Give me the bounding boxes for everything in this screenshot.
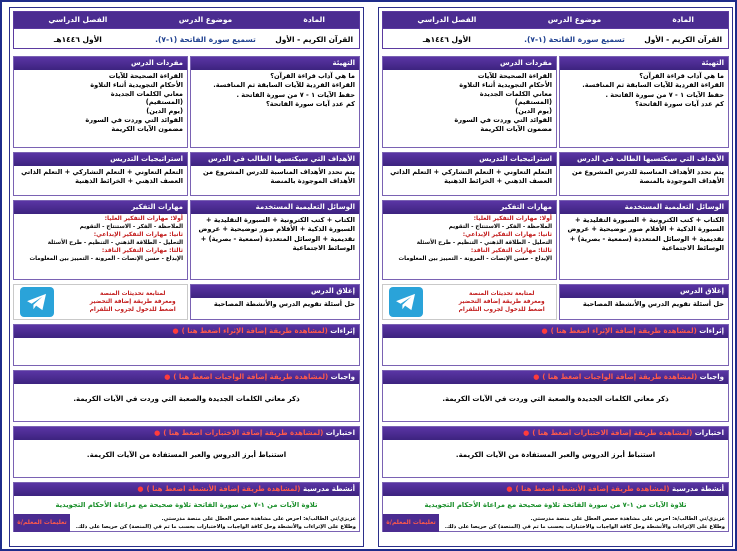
dot-icon: ●	[164, 373, 171, 381]
closing-text: حل أسئلة تقويم الدرس والأنشطة المصاحبة	[213, 300, 355, 308]
homework-link[interactable]: (لمشاهدة طريقة إضافة الواجبات اضغط هنا )	[542, 373, 698, 381]
enrich-link[interactable]: (لمشاهدة طريقة إضافة الإثراء اضغط هنا )	[550, 327, 697, 335]
enrich-title: إثراءات	[330, 327, 355, 335]
tests-box	[13, 426, 360, 478]
homework-text: ذكر معاني الكلمات الجديدة والصعبة التي وردت في الآيات الكريمة.	[442, 395, 669, 403]
enrich-link[interactable]: (لمشاهدة طريقة إضافة الإثراء اضغط هنا )	[181, 327, 328, 335]
header-topic-label: موضوع الدرس	[142, 12, 270, 28]
promo-line: ومعرفة طريقة إضافة التحضير	[458, 299, 545, 305]
closing-box	[190, 284, 360, 320]
tests-link[interactable]: (لمشاهدة طريقة إضافة الاختبارات اضغط هنا )	[163, 429, 324, 437]
telegram-icon[interactable]	[20, 287, 54, 317]
thinking-heading: ثانيا: مهارات التفكير الإبداعي:	[462, 231, 552, 238]
promo-line: ومعرفة طريقة إضافة التحضير	[89, 299, 176, 305]
thinking-title: مهارات التفكير	[383, 201, 556, 214]
intro-line: كم عدد آيات سورة الفاتحة؟	[265, 100, 355, 109]
activity-note: عزيزي/تي الطالب/ة: احرص على مشاهدة حصص العطل على منصة مدرستي.	[161, 516, 356, 522]
tools-box	[559, 200, 729, 280]
intro-line: كم عدد آيات سورة الفاتحة؟	[634, 100, 724, 109]
activity-link[interactable]: (لمشاهدة طريقة إضافة الأنشطة اضغط هنا )	[146, 485, 301, 493]
homework-title: واجبات	[330, 373, 355, 381]
enrich-box	[382, 324, 729, 366]
thinking-skills: التحليل - الطلاقة الذهني - التنظيم - طرح الأسئلة	[47, 240, 183, 246]
header-subject-value: القرآن الكريم - الأول	[638, 28, 728, 73]
goals-text: يتم تحدد الأهداف المناسبة للدرس المشروع من الأهداف الموجودة بالمنصة	[572, 168, 724, 186]
header-table	[13, 11, 360, 49]
closing-title: إغلاق الدرس	[191, 285, 359, 298]
tools-title: الوسائل التعليمية المستخدمة	[560, 201, 728, 214]
activity-link[interactable]: (لمشاهدة طريقة إضافة الأنشطة اضغط هنا )	[515, 485, 670, 493]
activity-title: أنشطة مدرسية	[671, 485, 724, 493]
strategies-title: استراتيجيات التدريس	[14, 153, 187, 166]
enrich-box	[13, 324, 360, 366]
thinking-heading: ثانيا: مهارات التفكير الإبداعي:	[93, 231, 183, 238]
lesson-plan-page-left	[9, 7, 364, 547]
intro-box	[559, 56, 729, 148]
vocab-line: الفوائد التي وردت في السورة	[85, 115, 183, 124]
header-term-label: الفصل الدراسي	[383, 12, 511, 28]
activity-text: تلاوة الآيات من ١-٧ من سورة الفاتحة تلاوة صحيحة مع مراعاة الأحكام التجويدية	[424, 501, 687, 509]
vocab-line: (المستقيم)	[145, 98, 183, 107]
lesson-plan-page-right	[378, 7, 733, 547]
dot-icon: ●	[541, 327, 548, 335]
dot-icon: ●	[172, 327, 179, 335]
goals-title: الأهداف التي سيكتسبها الطالب في الدرس	[560, 153, 728, 166]
intro-box	[190, 56, 360, 148]
promo-line: اضغط للدخول لجروب التلقرام	[458, 307, 545, 313]
telegram-promo[interactable]	[13, 284, 188, 320]
promo-line: اضغط للدخول لجروب التلقرام	[89, 307, 176, 313]
vocab-box	[13, 56, 188, 148]
header-term-value: الأول ١٤٤٦هـ	[383, 28, 511, 73]
dot-icon: ●	[137, 485, 144, 493]
vocab-line: القراءة الصحيحة للآيات	[108, 72, 183, 80]
thinking-box	[13, 200, 188, 280]
activity-note: وطلاع على الإثراءات والأنشطة وحل كافة الواجبات والاختبارات بحسب ما تم في (المنصة) كن حريصا على ذلك.	[75, 524, 356, 530]
header-table	[382, 11, 729, 49]
vocab-line: معاني الكلمات الجديدة	[110, 89, 183, 98]
vocab-line: مضمون الآيات الكريمة	[111, 124, 183, 133]
strategies-box	[382, 152, 557, 196]
activity-note: عزيزي/تي الطالب/ة: احرص على مشاهدة حصص العطل على منصة مدرستي.	[530, 516, 725, 522]
dot-icon: ●	[523, 429, 530, 437]
closing-title: إغلاق الدرس	[560, 285, 728, 298]
intro-line: حفظ الآيات ١ - ٧ من سورة الفاتحة .	[605, 90, 724, 99]
strategies-line: العصف الذهني + الخرائط الذهنية	[75, 177, 183, 186]
enrich-title: إثراءات	[699, 327, 724, 335]
strategies-line: التعلم التعاوني + التعلم التشاركي + التعلم الذاتي	[21, 168, 183, 176]
header-topic-value: تسميع سورة الفاتحة (١-٧).	[511, 28, 639, 73]
tools-text: الكتاب + كتب الكترونية + السبورة التقليدية + السبورة الذكية + الأقلام صور توضيحية + عروض تقديمية + الوسائل المتعددة (سمعية - بصرية) + الوسائط الاجتماعية	[198, 216, 355, 253]
dot-icon: ●	[506, 485, 513, 493]
header-topic-value: تسميع سورة الفاتحة (١-٧).	[142, 28, 270, 73]
header-term-label: الفصل الدراسي	[14, 12, 142, 28]
intro-line: ما هي آداب قراءة القرآن؟	[639, 72, 724, 80]
activity-box	[13, 482, 360, 532]
closing-box	[559, 284, 729, 320]
goals-box	[190, 152, 360, 196]
strategies-line: التعلم التعاوني + التعلم التشاركي + التعلم الذاتي	[390, 168, 552, 176]
intro-title: التهيئة	[191, 57, 359, 70]
thinking-skills: الملاحظة - الفكر - الاستنتاج - التقويم	[448, 224, 552, 230]
vocab-line: (المستقيم)	[514, 98, 552, 107]
closing-text: حل أسئلة تقويم الدرس والأنشطة المصاحبة	[582, 300, 724, 308]
homework-text: ذكر معاني الكلمات الجديدة والصعبة التي وردت في الآيات الكريمة.	[73, 395, 300, 403]
telegram-icon[interactable]	[389, 287, 423, 317]
teacher-instructions-label: تعليمات المعلم/ة	[383, 514, 439, 532]
vocab-line: الأحكام التجويدية أثناء التلاوة	[90, 80, 183, 89]
thinking-skills: الملاحظة - الفكر - الاستنتاج - التقويم	[79, 224, 183, 230]
homework-box	[13, 370, 360, 422]
thinking-heading: أولا: مهارات التفكير العليا:	[104, 215, 183, 222]
vocab-line: معاني الكلمات الجديدة	[479, 89, 552, 98]
thinking-heading: أولا: مهارات التفكير العليا:	[473, 215, 552, 222]
strategies-title: استراتيجيات التدريس	[383, 153, 556, 166]
vocab-line: القراءة الصحيحة للآيات	[477, 72, 552, 80]
goals-box	[559, 152, 729, 196]
vocab-box	[382, 56, 557, 148]
intro-line: القراءة الفردية للآيات السابقة ثم المنافسة.	[582, 81, 724, 90]
dot-icon: ●	[533, 373, 540, 381]
tools-box	[190, 200, 360, 280]
strategies-box	[13, 152, 188, 196]
tests-link[interactable]: (لمشاهدة طريقة إضافة الاختبارات اضغط هنا )	[532, 429, 693, 437]
promo-line: لمتابعة تحديثات المنصة	[468, 291, 535, 297]
activity-box	[382, 482, 729, 532]
vocab-line: (يوم الدين)	[146, 107, 183, 116]
vocab-line: (يوم الدين)	[515, 107, 552, 116]
strategies-line: العصف الذهني + الخرائط الذهنية	[444, 177, 552, 186]
homework-title: واجبات	[699, 373, 724, 381]
tests-box	[382, 426, 729, 478]
activity-text: تلاوة الآيات من ١-٧ من سورة الفاتحة تلاوة صحيحة مع مراعاة الأحكام التجويدية	[55, 501, 318, 509]
tests-title: اختبارات	[325, 429, 355, 437]
thinking-skills: الإبداع - حسن الإنصات - المرونة - التمييز بين المعلومات	[29, 256, 183, 262]
vocab-line: الفوائد التي وردت في السورة	[454, 115, 552, 124]
tools-text: الكتاب + كتب الكترونية + السبورة التقليدية + السبورة الذكية + الأقلام صور توضيحية + عروض تقديمية + الوسائل المتعددة (سمعية - بصرية) + الوسائط الاجتماعية	[567, 216, 724, 253]
header-subject-label: المادة	[638, 12, 728, 28]
tools-title: الوسائل التعليمية المستخدمة	[191, 201, 359, 214]
thinking-skills: الإبداع - حسن الإنصات - المرونة - التمييز بين المعلومات	[398, 256, 552, 262]
activity-title: أنشطة مدرسية	[302, 485, 355, 493]
intro-line: ما هي آداب قراءة القرآن؟	[270, 72, 355, 80]
header-term-value: الأول ١٤٤٦هـ	[14, 28, 142, 73]
goals-text: يتم تحدد الأهداف المناسبة للدرس المشروع من الأهداف الموجودة بالمنصة	[203, 168, 355, 186]
thinking-title: مهارات التفكير	[14, 201, 187, 214]
header-topic-label: موضوع الدرس	[511, 12, 639, 28]
telegram-promo[interactable]	[382, 284, 557, 320]
intro-line: حفظ الآيات ١ - ٧ من سورة الفاتحة .	[236, 90, 355, 99]
thinking-box	[382, 200, 557, 280]
vocab-line: الأحكام التجويدية أثناء التلاوة	[459, 80, 552, 89]
thinking-heading: ثالثا: مهارات التفكير الناقد:	[470, 247, 552, 254]
tests-text: استنباط أبرز الدروس والعبر المستفادة من الآيات الكريمة.	[86, 451, 287, 459]
thinking-skills: التحليل - الطلاقة الذهني - التنظيم - طرح الأسئلة	[416, 240, 552, 246]
dot-icon: ●	[154, 429, 161, 437]
goals-title: الأهداف التي سيكتسبها الطالب في الدرس	[191, 153, 359, 166]
teacher-instructions-label: تعليمات المعلم/ة	[14, 514, 70, 532]
tests-text: استنباط أبرز الدروس والعبر المستفادة من الآيات الكريمة.	[455, 451, 656, 459]
vocab-title: مفردات الدرس	[383, 57, 556, 70]
activity-note: وطلاع على الإثراءات والأنشطة وحل كافة الواجبات والاختبارات بحسب ما تم في (المنصة) كن حريصا على ذلك.	[444, 524, 725, 530]
header-subject-label: المادة	[269, 12, 359, 28]
homework-link[interactable]: (لمشاهدة طريقة إضافة الواجبات اضغط هنا )	[173, 373, 329, 381]
homework-box	[382, 370, 729, 422]
header-subject-value: القرآن الكريم - الأول	[269, 28, 359, 73]
vocab-line: مضمون الآيات الكريمة	[480, 124, 552, 133]
tests-title: اختبارات	[694, 429, 724, 437]
promo-line: لمتابعة تحديثات المنصة	[99, 291, 166, 297]
thinking-heading: ثالثا: مهارات التفكير الناقد:	[101, 247, 183, 254]
intro-line: القراءة الفردية للآيات السابقة ثم المنافسة.	[213, 81, 355, 90]
vocab-title: مفردات الدرس	[14, 57, 187, 70]
intro-title: التهيئة	[560, 57, 728, 70]
